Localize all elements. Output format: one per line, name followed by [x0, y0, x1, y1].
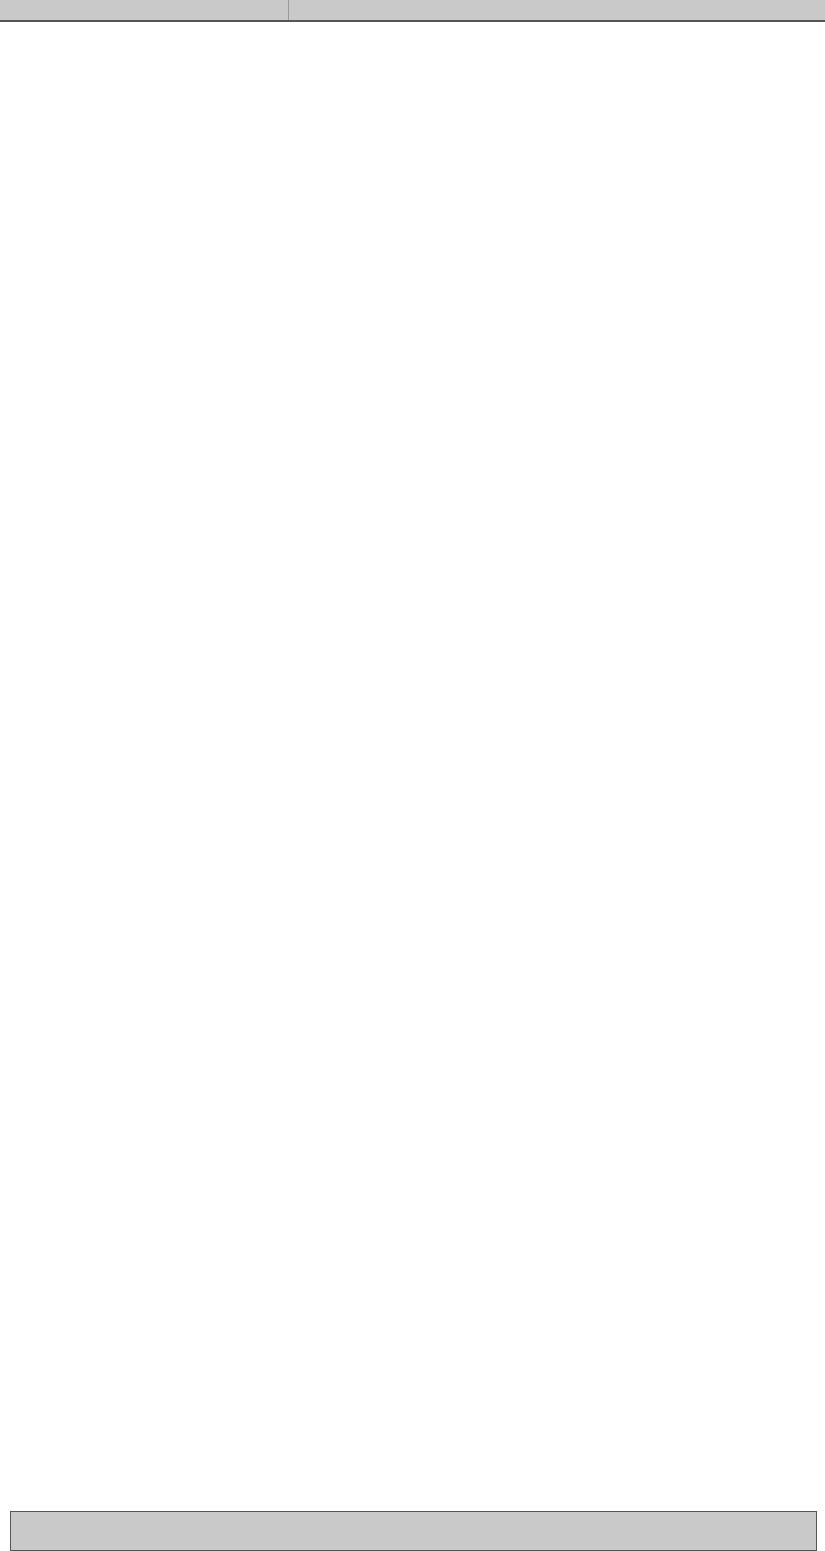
coi-header-bar	[0, 0, 825, 22]
header-divider	[288, 0, 289, 20]
footer-credit	[10, 1511, 817, 1551]
